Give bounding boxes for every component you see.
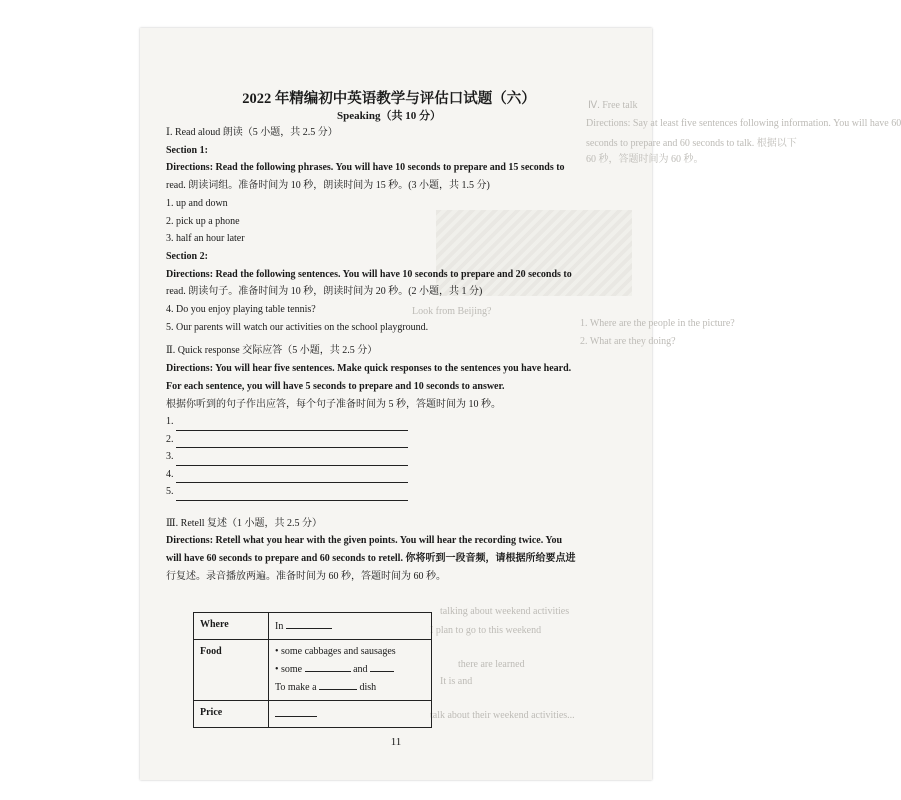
part2-directions: 根据你听到的句子作出应答，每个句子准备时间为 5 秒，答题时间为 10 秒。 bbox=[166, 398, 501, 410]
section1-directions: Directions: Read the following phrases. You will have 10 seconds to prepare and 15 seconds to bbox=[166, 162, 565, 174]
food-blank[interactable] bbox=[305, 660, 351, 672]
answer-line[interactable] bbox=[166, 483, 612, 501]
section1-directions: read. 朗读词组。准备时间为 10 秒，朗读时间为 15 秒。(3 小题，共 1.5 分) bbox=[166, 180, 490, 192]
price-blank[interactable] bbox=[275, 705, 317, 717]
answer-number: 5. bbox=[166, 486, 174, 498]
part3-directions: 行复述。录音播放两遍。准备时间为 60 秒，答题时间为 60 秒。 bbox=[166, 570, 446, 582]
bleed-through-text: It is and bbox=[440, 676, 473, 687]
bleed-through-text: Directions: Say at least five sentences following information. You will have 60 bbox=[586, 118, 901, 129]
food-blank[interactable] bbox=[319, 678, 357, 690]
page-number: 11 bbox=[390, 736, 402, 748]
phrase-item: 3. half an hour later bbox=[166, 233, 245, 245]
bleed-through-text: there are learned bbox=[458, 659, 525, 670]
bleed-through-text: talk about their weekend activities... bbox=[430, 710, 575, 721]
phrase-item: 2. pick up a phone bbox=[166, 215, 240, 227]
answer-line[interactable] bbox=[166, 448, 612, 466]
part3-heading: Ⅲ. Retell 复述（1 小题，共 2.5 分） bbox=[166, 517, 323, 529]
where-value bbox=[269, 613, 432, 640]
price-value bbox=[269, 701, 432, 728]
section2-directions: read. 朗读句子。准备时间为 10 秒，朗读时间为 20 秒。(2 小题，共 1 分) bbox=[166, 286, 483, 298]
answer-line[interactable] bbox=[166, 466, 612, 484]
part2-heading: Ⅱ. Quick response 交际应答（5 小题，共 2.5 分） bbox=[166, 345, 378, 357]
part2-directions: For each sentence, you will have 5 seconds to prepare and 10 seconds to answer. bbox=[166, 380, 505, 392]
answer-line[interactable] bbox=[166, 413, 612, 431]
answer-number: 3. bbox=[166, 451, 174, 463]
bleed-through-text: 60 秒，答题时间为 60 秒。 bbox=[586, 154, 704, 165]
section2-title: Section 2: bbox=[166, 250, 208, 262]
page-subtitle: Speaking（共 10 分） bbox=[337, 110, 441, 122]
answer-blank[interactable] bbox=[176, 470, 408, 483]
exam-content bbox=[166, 90, 612, 586]
table-row bbox=[194, 640, 432, 701]
answer-number: 4. bbox=[166, 468, 174, 480]
table-row bbox=[194, 613, 432, 640]
food-item-text: and bbox=[353, 664, 368, 675]
food-item-text: dish bbox=[359, 682, 377, 693]
where-label: Where bbox=[194, 613, 269, 640]
answer-line[interactable] bbox=[166, 431, 612, 449]
section1-title: Section 1: bbox=[166, 144, 208, 156]
phrase-item: 1. up and down bbox=[166, 197, 228, 209]
where-blank[interactable] bbox=[286, 617, 332, 629]
bleed-through-text: 1. Where are the people in the picture? bbox=[580, 318, 735, 329]
where-prefix: In bbox=[275, 621, 284, 632]
food-item-text: • some bbox=[275, 664, 303, 675]
part3-directions: Directions: Retell what you hear with the given points. You will hear the recording twice. You bbox=[166, 535, 563, 547]
bleed-through-text: talking about weekend activities bbox=[440, 606, 570, 617]
bleed-through-text: I plan to go to this weekend bbox=[430, 625, 542, 636]
part1-heading: Ⅰ. Read aloud 朗读（5 小题，共 2.5 分） bbox=[166, 127, 338, 138]
bleed-through-text: Look from Beijing? bbox=[412, 306, 492, 317]
bleed-through-text: seconds to prepare and 60 seconds to talk. 根据以下 bbox=[586, 138, 797, 149]
retell-table bbox=[193, 612, 432, 728]
answer-blank[interactable] bbox=[176, 453, 408, 466]
answer-number: 2. bbox=[166, 433, 174, 445]
sentence-item: 4. Do you enjoy playing table tennis? bbox=[166, 304, 316, 316]
food-item bbox=[275, 660, 425, 678]
food-blank[interactable] bbox=[370, 660, 394, 672]
price-label: Price bbox=[194, 701, 269, 728]
answer-number: 1. bbox=[166, 416, 174, 428]
food-item bbox=[275, 678, 425, 696]
sentence-item: 5. Our parents will watch our activities on the school playground. bbox=[166, 321, 429, 333]
food-value bbox=[269, 640, 432, 701]
exam-page bbox=[140, 28, 901, 780]
answer-blank[interactable] bbox=[176, 435, 408, 448]
food-item: • some cabbages and sausages bbox=[275, 646, 396, 657]
answer-blank[interactable] bbox=[176, 418, 408, 431]
food-label: Food bbox=[194, 640, 269, 701]
page-title: 2022 年精编初中英语教学与评估口试题（六） bbox=[242, 91, 536, 107]
part3-directions: will have 60 seconds to prepare and 60 seconds to retell. 你将听到一段音频，请根据所给要点进 bbox=[166, 553, 576, 565]
table-row bbox=[194, 701, 432, 728]
bleed-through-text: 2. What are they doing? bbox=[580, 336, 676, 347]
bleed-through-text: Ⅳ. Free talk bbox=[588, 100, 638, 111]
answer-blank[interactable] bbox=[176, 488, 408, 501]
food-item-text: To make a bbox=[275, 682, 317, 693]
section2-directions: Directions: Read the following sentences. You will have 10 seconds to prepare and 20 seconds to bbox=[166, 268, 572, 280]
part2-directions: Directions: You will hear five sentences. Make quick responses to the sentences you have heard. bbox=[166, 363, 572, 375]
